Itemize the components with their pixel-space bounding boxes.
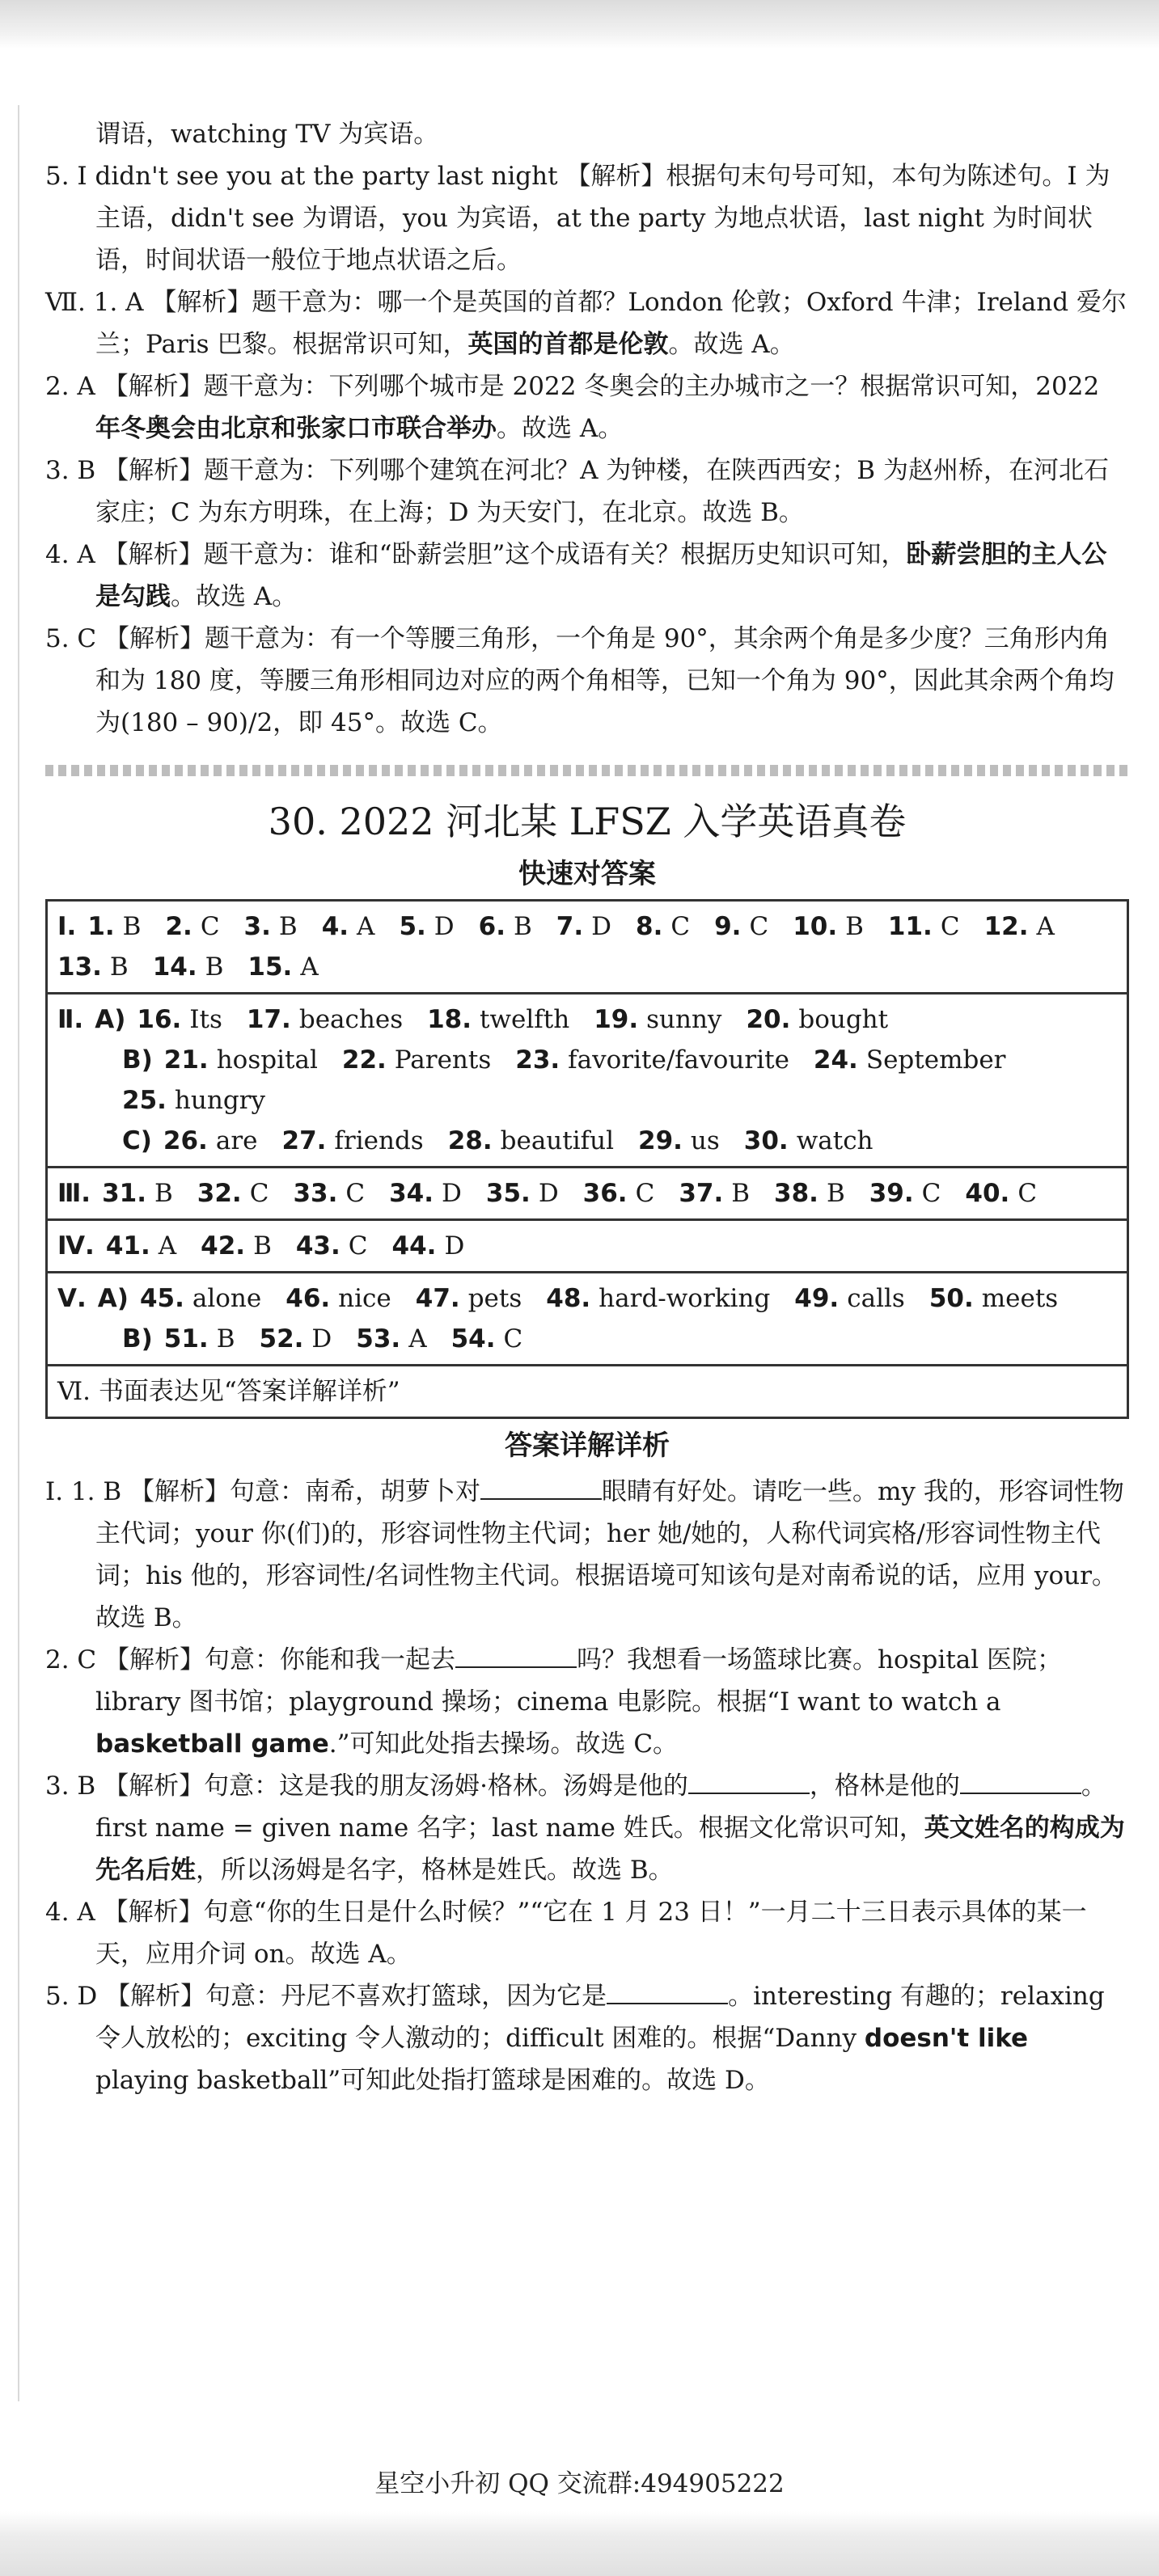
answer-table xyxy=(45,899,1129,1419)
answer-value: hard-working xyxy=(599,1284,771,1313)
answer-number: 13. xyxy=(57,952,102,982)
answer-value: D xyxy=(444,1231,465,1261)
answer-entry xyxy=(984,906,1055,947)
answer-number: 21. xyxy=(163,1045,209,1075)
answer-value: sunny xyxy=(646,1005,722,1034)
answer-value: C xyxy=(921,1179,941,1208)
answer-number: 11. xyxy=(887,912,933,941)
answer-entry xyxy=(197,1173,269,1214)
scan-top-band xyxy=(0,0,1159,49)
answer-number: 53. xyxy=(356,1324,401,1353)
answer-value: D xyxy=(311,1324,332,1353)
answer-entry xyxy=(247,947,318,987)
answer-value: A xyxy=(357,912,375,941)
answer-value: beautiful xyxy=(500,1126,614,1155)
answer-entry xyxy=(869,1173,941,1214)
answer-value: B xyxy=(216,1324,235,1353)
answer-blank xyxy=(607,1983,728,2004)
answer-number: 4. xyxy=(321,912,349,941)
answer-entry xyxy=(57,947,129,987)
vii-item-2: 2. A 【解析】题干意为：下列哪个城市是 2022 冬奥会的主办城市之一？根据常识可知，2022 年冬奥会由北京和张家口市联合举办。故选 A。 xyxy=(45,372,1100,443)
detail-title: 答案详解详析 xyxy=(505,1429,670,1462)
answer-row-ii xyxy=(47,994,1128,1168)
answer-number: 40. xyxy=(965,1179,1010,1208)
answer-entry xyxy=(746,999,888,1040)
answer-value: twelfth xyxy=(480,1005,570,1034)
sub-label: B) xyxy=(122,1045,153,1075)
answer-entry xyxy=(153,947,224,987)
answer-entry xyxy=(244,906,298,947)
answer-line xyxy=(57,1319,1117,1359)
answer-value: B xyxy=(205,952,224,982)
answer-row-vi xyxy=(47,1366,1128,1418)
row-label: Ⅲ. xyxy=(57,1179,91,1208)
answer-blank xyxy=(688,1773,810,1794)
answer-entry xyxy=(106,1226,176,1266)
scan-bottom-band xyxy=(0,2511,1159,2576)
answer-number: 50. xyxy=(928,1284,974,1313)
answer-number: 34. xyxy=(389,1179,434,1208)
answer-entry xyxy=(636,906,690,947)
sub-label: B) xyxy=(122,1324,153,1353)
answer-number: 29. xyxy=(638,1126,683,1155)
answer-number: 23. xyxy=(515,1045,560,1075)
answer-number: 39. xyxy=(869,1179,914,1208)
answer-value: C xyxy=(345,1179,366,1208)
answer-value: C xyxy=(940,912,960,941)
answer-entry xyxy=(164,1040,318,1080)
answer-number: 35. xyxy=(485,1179,531,1208)
answer-entry xyxy=(260,1319,332,1359)
answer-entry xyxy=(399,906,454,947)
answer-number: 44. xyxy=(391,1231,437,1261)
answer-blank xyxy=(960,1773,1081,1794)
sub-label: A) xyxy=(95,1005,126,1034)
answer-value: D xyxy=(591,912,612,941)
sub-label: A) xyxy=(97,1284,129,1313)
answer-number: 1. xyxy=(87,912,115,941)
answer-line xyxy=(57,999,1117,1040)
detail-item-4: 4. A 【解析】句意“你的生日是什么时候？”“它在 1 月 23 日！”一月二十三日表示具体的某一天，应用介词 on。故选 A。 xyxy=(45,1898,1087,1969)
answer-value: nice xyxy=(338,1284,391,1313)
answer-number: 3. xyxy=(243,912,271,941)
answer-entry xyxy=(102,1173,173,1214)
vii-item-1: Ⅶ. 1. A 【解析】题干意为：哪一个是英国的首都？London 伦敦；Oxford 牛津；Ireland 爱尔兰；Paris 巴黎。根据常识可知，英国的首都是伦敦。故选 A。 xyxy=(45,288,1127,359)
answer-entry xyxy=(583,1173,655,1214)
footer-group-info: 星空小升初 QQ 交流群:494905222 xyxy=(374,2469,785,2498)
answer-blank xyxy=(480,1479,602,1500)
answer-number: 15. xyxy=(247,952,293,982)
answer-number: 12. xyxy=(983,912,1029,941)
quick-answers-title: 快速对答案 xyxy=(518,858,656,890)
answer-line xyxy=(57,906,1117,987)
row-label: Ⅱ. xyxy=(57,1005,84,1034)
answer-entry xyxy=(679,1173,750,1214)
answer-row-iii xyxy=(47,1168,1128,1220)
answer-value: B xyxy=(122,912,142,941)
answer-entry xyxy=(282,1121,424,1161)
answer-blank xyxy=(455,1647,577,1668)
answer-row-iv xyxy=(47,1220,1128,1273)
section-separator xyxy=(45,765,1129,776)
answer-entry xyxy=(392,1226,465,1266)
answer-value: C xyxy=(1017,1179,1038,1208)
answer-number: 8. xyxy=(636,912,663,941)
answer-value: B xyxy=(731,1179,751,1208)
answer-entry xyxy=(286,1278,391,1319)
answer-number: 31. xyxy=(102,1179,147,1208)
answer-row-v xyxy=(47,1273,1128,1366)
answer-number: 27. xyxy=(281,1126,327,1155)
answer-entry xyxy=(479,906,532,947)
answer-line xyxy=(57,1226,1117,1266)
answer-number: 46. xyxy=(286,1284,331,1313)
answer-number: 47. xyxy=(415,1284,460,1313)
answer-entry xyxy=(389,1173,462,1214)
answer-entry xyxy=(356,1319,426,1359)
answer-value: hospital xyxy=(216,1045,318,1075)
answer-value: meets xyxy=(981,1284,1059,1313)
answer-entry xyxy=(714,906,768,947)
answer-number: 24. xyxy=(813,1045,858,1075)
section-title: 30. 2022 河北某 LFSZ 入学英语真卷 xyxy=(268,800,907,843)
answer-value: us xyxy=(690,1126,720,1155)
answer-number: 6. xyxy=(478,912,506,941)
answer-value: bought xyxy=(798,1005,889,1034)
answer-line xyxy=(57,1278,1117,1319)
answer-value: C xyxy=(670,912,691,941)
answer-value: C xyxy=(200,912,220,941)
answer-number: 45. xyxy=(139,1284,184,1313)
answer-number: 41. xyxy=(105,1231,150,1261)
answer-value: watch xyxy=(796,1126,873,1155)
answer-number: 7. xyxy=(556,912,584,941)
answer-number: 33. xyxy=(293,1179,338,1208)
answer-number: 2. xyxy=(165,912,192,941)
answer-number: 36. xyxy=(582,1179,628,1208)
answer-value: A xyxy=(408,1324,427,1353)
answer-value: favorite/favourite xyxy=(568,1045,789,1075)
answer-value: are xyxy=(215,1126,258,1155)
answer-entry xyxy=(342,1040,491,1080)
answer-number: 20. xyxy=(746,1005,791,1034)
answer-entry xyxy=(140,1278,261,1319)
answer-number: 49. xyxy=(794,1284,840,1313)
answer-number: 10. xyxy=(793,912,838,941)
answer-number: 37. xyxy=(679,1179,724,1208)
answer-entry xyxy=(929,1278,1058,1319)
answer-number: 38. xyxy=(774,1179,818,1208)
answer-number: 17. xyxy=(246,1005,291,1034)
answer-entry xyxy=(296,1226,368,1266)
detail-list xyxy=(45,1471,1129,2101)
page-content xyxy=(45,113,1129,2101)
answer-entry xyxy=(137,999,222,1040)
answer-number: 5. xyxy=(399,912,426,941)
answer-number: 14. xyxy=(152,952,197,982)
top-line-1: 谓语，watching TV 为宾语。 xyxy=(95,120,439,149)
answer-number: 51. xyxy=(163,1324,209,1353)
answer-value: Its xyxy=(189,1005,222,1034)
row-label: Ⅳ. xyxy=(57,1231,95,1261)
answer-number: 26. xyxy=(163,1126,208,1155)
answer-entry xyxy=(201,1226,272,1266)
answer-entry xyxy=(122,1080,265,1121)
answer-value: C xyxy=(503,1324,523,1353)
answer-value: B xyxy=(845,912,864,941)
answer-number: 16. xyxy=(137,1005,182,1034)
answer-value: B xyxy=(154,1179,173,1208)
left-margin-rule xyxy=(18,105,19,2401)
answer-value: beaches xyxy=(298,1005,404,1034)
answer-number: 9. xyxy=(714,912,742,941)
answer-line xyxy=(57,1173,1117,1214)
answer-number: 18. xyxy=(427,1005,472,1034)
answer-entry xyxy=(515,1040,789,1080)
answer-value: friends xyxy=(334,1126,424,1155)
answer-line xyxy=(57,1040,1117,1121)
answer-number: 48. xyxy=(546,1284,591,1313)
answer-number: 28. xyxy=(447,1126,493,1155)
answer-number: 32. xyxy=(197,1179,242,1208)
row-label: Ⅴ. xyxy=(57,1284,87,1313)
detail-item-2: 2. C 【解析】句意：你能和我一起去 吗？我想看一场篮球比赛。hospital 医院；library 图书馆；playground 操场；cinema 电影院。根据“I want to watch a basketball game.”可知此处指去操场。故选 C。 xyxy=(45,1645,1063,1759)
answer-entry xyxy=(322,906,375,947)
answer-value: C xyxy=(249,1179,269,1208)
answer-entry xyxy=(965,1173,1037,1214)
answer-number: 30. xyxy=(743,1126,789,1155)
answer-entry xyxy=(163,1121,258,1161)
answer-entry xyxy=(556,906,611,947)
answer-line xyxy=(57,1121,1117,1161)
answer-entry xyxy=(293,1173,365,1214)
answer-value: B xyxy=(253,1231,272,1261)
answer-entry xyxy=(794,1278,905,1319)
answer-number: 54. xyxy=(450,1324,496,1353)
answer-value: B xyxy=(109,952,129,982)
answer-entry xyxy=(448,1121,614,1161)
answer-value: A xyxy=(1036,912,1055,941)
answer-entry xyxy=(165,906,219,947)
answer-value: hungry xyxy=(174,1086,265,1115)
answer-entry xyxy=(87,906,141,947)
answer-number: 52. xyxy=(259,1324,304,1353)
answer-value: C xyxy=(635,1179,655,1208)
answer-value: D xyxy=(538,1179,559,1208)
row-label: Ⅰ. xyxy=(57,912,77,941)
vii-item-4: 4. A 【解析】题干意为：谁和“卧薪尝胆”这个成语有关？根据历史知识可知，卧薪尝胆的主人公是勾践。故选 A。 xyxy=(45,540,1107,611)
answer-value: B xyxy=(826,1179,845,1208)
answer-entry xyxy=(888,906,960,947)
answer-entry xyxy=(793,906,864,947)
answer-number: 25. xyxy=(122,1086,167,1115)
answer-value: alone xyxy=(192,1284,262,1313)
answer-value: C xyxy=(749,912,769,941)
answer-entry xyxy=(486,1173,559,1214)
detail-item-5: 5. D 【解析】句意：丹尼不喜欢打篮球，因为它是 。interesting 有趣的；relaxing 令人放松的；exciting 令人激动的；difficult 困难的。根据“Danny doesn't like playing basketball”可知此处指打篮球是困难的。故选 D。 xyxy=(45,1982,1105,2095)
answer-value: C xyxy=(348,1231,368,1261)
answer-value: D xyxy=(434,912,455,941)
answer-value: D xyxy=(442,1179,462,1208)
answer-entry xyxy=(427,999,569,1040)
answer-entry xyxy=(247,999,403,1040)
answer-value: A xyxy=(300,952,319,982)
answer-number: 19. xyxy=(594,1005,639,1034)
detail-item-1: Ⅰ. 1. B 【解析】句意：南希，胡萝卜对 眼睛有好处。请吃一些。my 我的，形容词性物主代词；your 你(们)的，形容词性物主代词；her 她/她的，人称代词宾格/形容词性物主代词；his 他的，形容词性/名词性物主代词。根据语境可知该句是对南希说的话，应用 your。故选 B。 xyxy=(45,1477,1124,1632)
answer-entry xyxy=(774,1173,845,1214)
detail-item-3: 3. B 【解析】句意：这是我的朋友汤姆·格林。汤姆是他的 ，格林是他的 。first name = given name 名字；last name 姓氏。根据文化常识可知，英文姓名的构成为先名后姓，所以汤姆是名字，格林是姓氏。故选 B。 xyxy=(45,1772,1125,1885)
answer-entry xyxy=(638,1121,720,1161)
answer-number: 43. xyxy=(295,1231,341,1261)
answer-value: A xyxy=(158,1231,177,1261)
answer-entry xyxy=(164,1319,235,1359)
answer-value: September xyxy=(865,1045,1006,1075)
writing-note: Ⅵ. 书面表达见“答案详解详析” xyxy=(47,1366,1128,1418)
answer-value: calls xyxy=(847,1284,905,1313)
answer-number: 22. xyxy=(341,1045,387,1075)
answer-entry xyxy=(814,1040,1006,1080)
answer-entry xyxy=(546,1278,770,1319)
vii-item-5: 5. C 【解析】题干意为：有一个等腰三角形，一个角是 90°，其余两个角是多少度？三角形内角和为 180 度，等腰三角形相同边对应的两个角相等，已知一个角为 90°，因此其余两个角均为(180 – 90)/2，即 45°。故选 C。 xyxy=(45,624,1115,737)
top-item-5: 5. I didn't see you at the party last night 【解析】根据句末句号可知，本句为陈述句。I 为主语，didn't see 为谓语，you 为宾语，at the party 为地点状语，last night 为时间状语，时间状语一般位于地点状语之后。 xyxy=(45,162,1110,275)
answer-value: pets xyxy=(467,1284,522,1313)
answer-entry xyxy=(451,1319,523,1359)
answer-number: 42. xyxy=(201,1231,246,1261)
vii-item-3: 3. B 【解析】题干意为：下列哪个建筑在河北？A 为钟楼，在陕西西安；B 为赵州桥，在河北石家庄；C 为东方明珠，在上海；D 为天安门，在北京。故选 B。 xyxy=(45,456,1109,527)
answer-value: Parents xyxy=(394,1045,492,1075)
sub-label: C) xyxy=(122,1126,152,1155)
answer-value: B xyxy=(514,912,532,941)
answer-entry xyxy=(416,1278,522,1319)
answer-value: B xyxy=(278,912,298,941)
answer-entry xyxy=(594,999,721,1040)
section-vii xyxy=(45,281,1129,744)
answer-row-i xyxy=(47,901,1128,994)
answer-entry xyxy=(744,1121,873,1161)
